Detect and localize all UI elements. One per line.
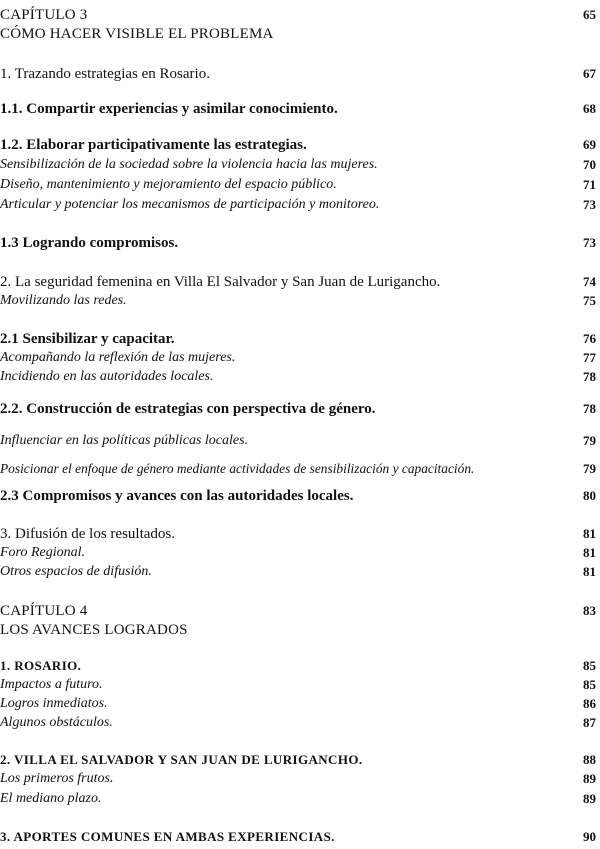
toc-page-number: 70	[583, 157, 596, 172]
toc-entry-label: Impactos a futuro.	[0, 677, 103, 692]
toc-page-number: 79	[583, 461, 596, 476]
toc-entry-label: Movilizando las redes.	[0, 293, 127, 308]
toc-entry-label: 2.3 Compromisos y avances con las autoridades locales.	[0, 488, 354, 504]
toc-entry	[0, 64, 600, 84]
toc-entry-label: Acompañando la reflexión de las mujeres.	[0, 350, 236, 365]
toc-entry	[0, 713, 600, 733]
toc-entry-label: 1. Trazando estrategias en Rosario.	[0, 66, 210, 82]
toc-page-number: 90	[583, 829, 596, 844]
toc-entry	[0, 367, 600, 387]
toc-entry-label: CAPÍTULO 4	[0, 603, 88, 619]
toc-entry-label: 2.2. Construcción de estrategias con perspectiva de género.	[0, 401, 376, 417]
toc-entry-label: 2. La seguridad femenina en Villa El Salvador y San Juan de Lurigancho.	[0, 274, 441, 290]
toc-entry-label: 2.1 Sensibilizar y capacitar.	[0, 331, 175, 347]
toc-entry	[0, 348, 600, 368]
toc-entry	[0, 155, 600, 175]
toc-entry-label: Articular y potenciar los mecanismos de participación y monitoreo.	[0, 197, 380, 212]
toc-entry	[0, 459, 600, 479]
toc-entry	[0, 135, 600, 155]
toc-entry	[0, 789, 600, 809]
toc-entry-label: Posicionar el enfoque de género mediante actividades de sensibilización y capacitación.	[0, 461, 475, 476]
toc-page-number: 65	[583, 7, 596, 22]
toc-entry	[0, 99, 600, 119]
toc-page-number: 68	[583, 101, 596, 116]
toc-entry-label: 1.1. Compartir experiencias y asimilar conocimiento.	[0, 101, 338, 117]
toc-entry-label: Incidiendo en las autoridades locales.	[0, 369, 214, 384]
toc-entry-label: 1.3 Logrando compromisos.	[0, 235, 179, 251]
toc-entry-label: 2. VILLA EL SALVADOR Y SAN JUAN DE LURIGANCHO.	[0, 752, 363, 767]
toc-entry	[0, 272, 600, 292]
toc-entry-label: Sensibilización de la sociedad sobre la violencia hacia las mujeres.	[0, 157, 378, 172]
toc-entry	[0, 524, 600, 544]
toc-entry	[0, 175, 600, 195]
toc-entry	[0, 195, 600, 215]
toc-page-number: 81	[583, 564, 596, 579]
toc-entry	[0, 291, 600, 311]
toc-page-number: 85	[583, 677, 596, 692]
toc-entry	[0, 656, 600, 676]
toc-page-number: 75	[583, 293, 596, 308]
toc-entry-label: 3. APORTES COMUNES EN AMBAS EXPERIENCIAS.	[0, 829, 335, 844]
toc-entry	[0, 233, 600, 253]
toc-entry-label: Los primeros frutos.	[0, 771, 114, 786]
toc-entry	[0, 675, 600, 695]
toc-entry	[0, 486, 600, 506]
toc-page-number: 80	[583, 488, 596, 503]
toc-entry	[0, 769, 600, 789]
toc-chapter-4	[0, 601, 600, 621]
toc-entry	[0, 431, 600, 451]
toc-entry-label: Influenciar en las políticas públicas locales.	[0, 433, 249, 448]
toc-page-number: 85	[583, 658, 596, 673]
toc-page-number: 74	[583, 274, 596, 289]
toc-entry-label: 1.2. Elaborar participativamente las estrategias.	[0, 137, 307, 153]
toc-page-number: 73	[583, 235, 596, 250]
toc-page-number: 71	[583, 177, 596, 192]
toc-entry	[0, 399, 600, 419]
toc-entry-label: Logros inmediatos.	[0, 696, 108, 711]
toc-page-number: 78	[583, 401, 596, 416]
toc-page-number: 86	[583, 696, 596, 711]
toc-entry-label: 3. Difusión de los resultados.	[0, 526, 175, 542]
toc-entry	[0, 750, 600, 770]
chapter-title: LOS AVANCES LOGRADOS	[0, 622, 188, 638]
toc-entry	[0, 562, 600, 582]
toc-page-number: 81	[583, 545, 596, 560]
toc-page-number: 89	[583, 791, 596, 806]
toc-entry	[0, 329, 600, 349]
toc-entry-label: Algunos obstáculos.	[0, 715, 113, 730]
toc-entry-label: 1. ROSARIO.	[0, 658, 82, 673]
toc-page-number: 78	[583, 369, 596, 384]
toc-entry-label: El mediano plazo.	[0, 791, 102, 806]
toc-page-number: 89	[583, 771, 596, 786]
toc-page-number: 88	[583, 752, 596, 767]
toc-entry-label: Diseño, mantenimiento y mejoramiento del espacio público.	[0, 177, 337, 192]
toc-entry-label: CAPÍTULO 3	[0, 7, 88, 23]
toc-page-number: 87	[583, 715, 596, 730]
toc-page-number: 77	[583, 350, 596, 365]
toc-chapter-3	[0, 5, 600, 25]
toc-page-number: 83	[583, 603, 596, 618]
toc-page-number: 79	[583, 433, 596, 448]
toc-entry	[0, 694, 600, 714]
toc-entry-label: Otros espacios de difusión.	[0, 564, 152, 579]
toc-page-number: 67	[583, 66, 596, 81]
toc-chapter-4-title	[0, 620, 600, 640]
toc-chapter-3-title	[0, 24, 600, 44]
toc-page-number: 69	[583, 137, 596, 152]
toc-entry	[0, 827, 600, 847]
toc-entry	[0, 543, 600, 563]
toc-page-number: 76	[583, 331, 596, 346]
toc-page-number: 81	[583, 526, 596, 541]
chapter-title: CÓMO HACER VISIBLE EL PROBLEMA	[0, 26, 274, 42]
toc-entry-label: Foro Regional.	[0, 545, 86, 560]
toc-page-number: 73	[583, 197, 596, 212]
